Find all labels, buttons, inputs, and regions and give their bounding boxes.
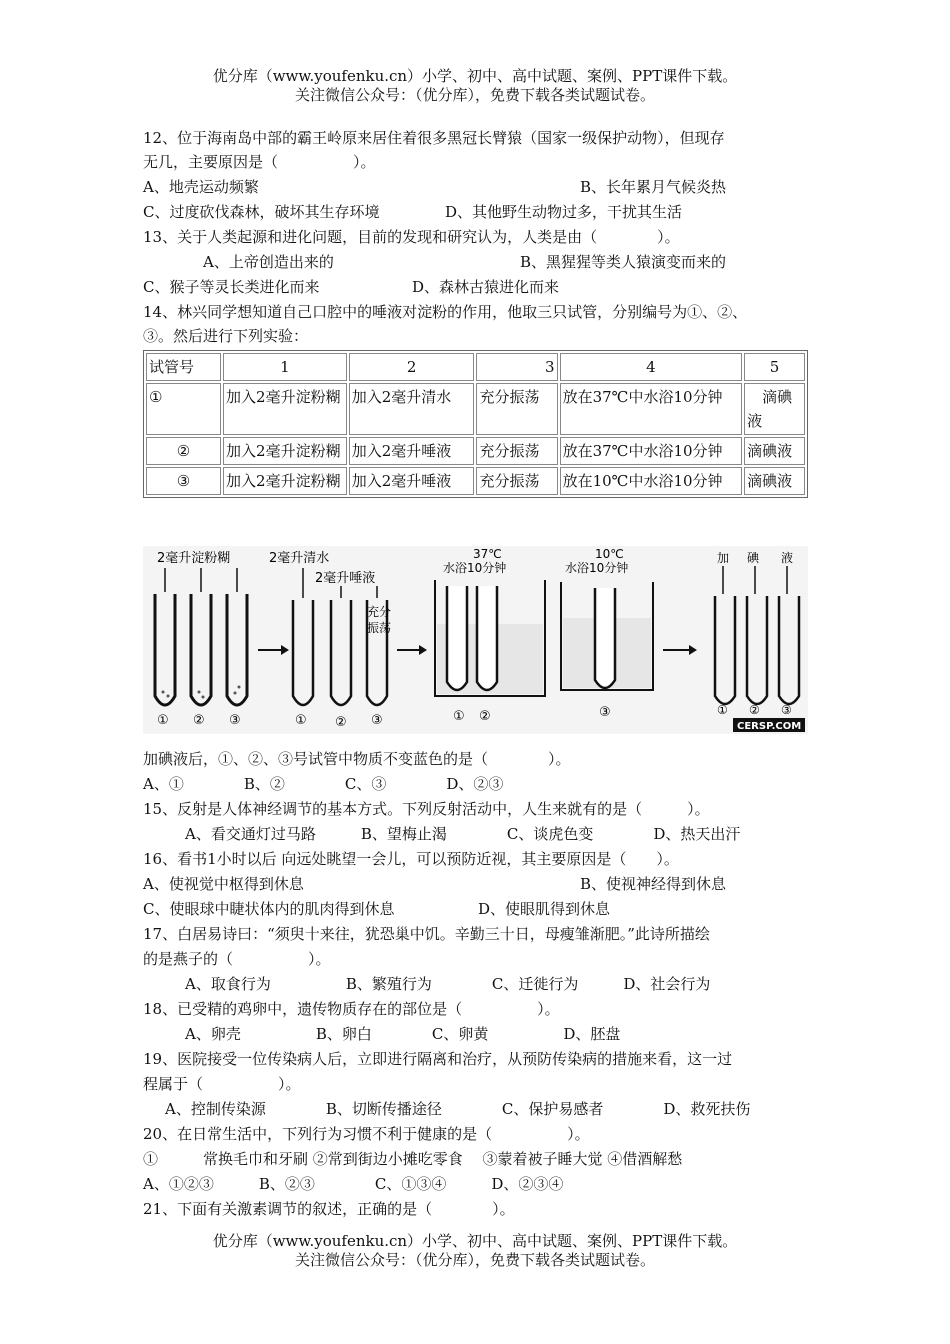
table-cell: ②	[146, 437, 221, 465]
watermark: CERSP.COM	[737, 721, 802, 732]
table-header-cell: 3	[476, 353, 557, 381]
page-footer-line2: 关注微信公众号：（优分库），免费下载各类试题试卷。	[294, 1251, 655, 1269]
q16-option-b: B、使视神经得到休息	[580, 875, 727, 893]
label-37c-bath: 水浴10分钟	[443, 561, 507, 575]
label-10c-bath: 水浴10分钟	[565, 561, 629, 575]
label-water: 2毫升清水	[269, 551, 330, 566]
table-cell: 充分振荡	[476, 383, 557, 435]
experiment-table	[143, 350, 808, 498]
q12-option-d: D、其他野生动物过多，干扰其生活	[445, 203, 683, 221]
q17-stem-line2: 的是燕子的（ ）。	[143, 950, 331, 968]
tube-num: ③	[781, 703, 792, 717]
table-cell: 加入2毫升唾液	[349, 467, 475, 495]
q16-option-d: D、使眼肌得到休息	[478, 900, 611, 918]
tube-num: ②	[193, 713, 205, 728]
q19-options: A、控制传染源 B、切断传播途径 C、保护易感者 D、救死扶伤	[165, 1100, 751, 1118]
table-cell: 加入2毫升淀粉糊	[223, 437, 347, 465]
q16-option-c: C、使眼球中睫状体内的肌肉得到休息	[143, 900, 395, 918]
table-cell: ①	[146, 383, 221, 435]
tube-num: ③	[229, 713, 241, 728]
q13-option-b: B、黑猩猩等类人猿演变而来的	[520, 253, 727, 271]
table-header-row	[146, 353, 805, 381]
q16-option-a: A、使视觉中枢得到休息	[143, 875, 304, 893]
table-header-cell: 2	[349, 353, 475, 381]
tube-num: ①	[295, 713, 307, 728]
table-header-cell: 1	[223, 353, 347, 381]
q12-option-a: A、地壳运动频繁	[143, 178, 259, 196]
label-starch: 2毫升淀粉糊	[157, 551, 231, 566]
page-header-line2: 关注微信公众号：（优分库），免费下载各类试题试卷。	[294, 86, 655, 104]
label-37c: 37℃	[473, 547, 502, 561]
table-cell: 加入2毫升唾液	[349, 437, 475, 465]
table-cell: 充分振荡	[476, 467, 557, 495]
q12-stem-line2: 无几，主要原因是（ ）。	[143, 153, 376, 171]
label-10c: 10℃	[595, 547, 624, 561]
q20-items: ① 常换毛巾和牙刷 ②常到街边小摊吃零食 ③蒙着被子睡大觉 ④借酒解愁	[143, 1150, 683, 1168]
q20-options: A、①②③ B、②③ C、①③④ D、②③④	[143, 1175, 564, 1193]
label-shake-1: 充分	[367, 605, 392, 619]
tube-num: ③	[599, 705, 611, 720]
q19-stem-line2: 程属于（ ）。	[143, 1075, 301, 1093]
table-cell: 放在37℃中水浴10分钟	[560, 437, 743, 465]
q12-option-c: C、过度砍伐森林，破坏其生存环境	[143, 203, 380, 221]
tube-num: ①	[157, 713, 169, 728]
experiment-figure	[143, 546, 808, 734]
table-cell: ③	[146, 467, 221, 495]
label-saliva: 2毫升唾液	[315, 571, 376, 586]
tube-num: ①	[717, 703, 728, 717]
q16-stem: 16、看书1小时以后 向远处眺望一会儿，可以预防近视，其主要原因是（ ）。	[143, 850, 679, 868]
table-row	[146, 437, 805, 465]
q18-options: A、卵壳 B、卵白 C、卵黄 D、胚盘	[185, 1025, 621, 1043]
tube-num: ②	[335, 715, 347, 730]
tube-num: ②	[749, 703, 760, 717]
q17-stem-line1: 17、白居易诗曰：“须臾十来往，犹恐巢中饥。辛勤三十日，母瘦雏渐肥。”此诗所描绘	[143, 925, 710, 943]
table-cell: 加入2毫升清水	[349, 383, 475, 435]
q13-option-a: A、上帝创造出来的	[203, 253, 334, 271]
label-iodine-1: 加	[717, 551, 730, 565]
label-iodine-3: 液	[781, 551, 794, 565]
q20-stem: 20、在日常生活中，下列行为习惯不利于健康的是（ ）。	[143, 1125, 590, 1143]
table-header-cell: 试管号	[146, 353, 221, 381]
q19-stem-line1: 19、医院接受一位传染病人后，立即进行隔离和治疗，从预防传染病的措施来看，这一过	[143, 1050, 733, 1068]
tube-in-10	[595, 588, 615, 688]
table-cell: 滴碘液	[744, 383, 805, 435]
q15-options: A、看交通灯过马路 B、望梅止渴 C、谈虎色变 D、热天出汗	[185, 825, 741, 843]
table-header-cell: 5	[744, 353, 805, 381]
q21-stem: 21、下面有关激素调节的叙述，正确的是（ ）。	[143, 1200, 515, 1218]
q17-options: A、取食行为 B、繁殖行为 C、迁徙行为 D、社会行为	[185, 975, 711, 993]
page-header-line1: 优分库（www.youfenku.cn）小学、初中、高中试题、案例、PPT课件下载。	[212, 67, 738, 85]
page-footer-line1: 优分库（www.youfenku.cn）小学、初中、高中试题、案例、PPT课件下载。	[212, 1232, 738, 1250]
q14-after: 加碘液后，①、②、③号试管中物质不变蓝色的是（ ）。	[143, 750, 571, 768]
table-cell: 放在10℃中水浴10分钟	[560, 467, 743, 495]
experiment-diagram	[143, 546, 808, 734]
q18-stem: 18、已受精的鸡卵中，遗传物质存在的部位是（ ）。	[143, 1000, 560, 1018]
table-header-cell: 4	[560, 353, 743, 381]
table-cell: 滴碘液	[744, 467, 805, 495]
q13-option-c: C、猴子等灵长类进化而来	[143, 278, 320, 296]
label-iodine-2: 碘	[747, 551, 760, 565]
q13-stem: 13、关于人类起源和进化问题，目前的发现和研究认为，人类是由（ ）。	[143, 228, 680, 246]
q14-options: A、① B、② C、③ D、②③	[143, 775, 504, 793]
q12-option-b: B、长年累月气候炎热	[580, 178, 727, 196]
table-cell: 加入2毫升淀粉糊	[223, 467, 347, 495]
q14-stem-line2: ③。然后进行下列实验：	[143, 327, 309, 345]
q15-stem: 15、反射是人体神经调节的基本方式。下列反射活动中，人生来就有的是（ ）。	[143, 800, 710, 818]
table-cell: 加入2毫升淀粉糊	[223, 383, 347, 435]
q12-stem-line1: 12、位于海南岛中部的霸王岭原来居住着很多黑冠长臂猿（国家一级保护动物），但现存	[143, 129, 725, 147]
q13-option-d: D、森林古猿进化而来	[412, 278, 560, 296]
table-cell: 充分振荡	[476, 437, 557, 465]
label-shake-2: 振荡	[367, 621, 392, 635]
tube-num: ③	[371, 713, 383, 728]
table-cell: 放在37℃中水浴10分钟	[560, 383, 743, 435]
q14-stem-line1: 14、林兴同学想知道自己口腔中的唾液对淀粉的作用，他取三只试管，分别编号为①、②、	[143, 303, 748, 321]
tube-num: ①	[453, 709, 465, 724]
table-row	[146, 467, 805, 495]
table-cell: 滴碘液	[744, 437, 805, 465]
tube-num: ②	[479, 709, 491, 724]
table-row	[146, 383, 805, 435]
